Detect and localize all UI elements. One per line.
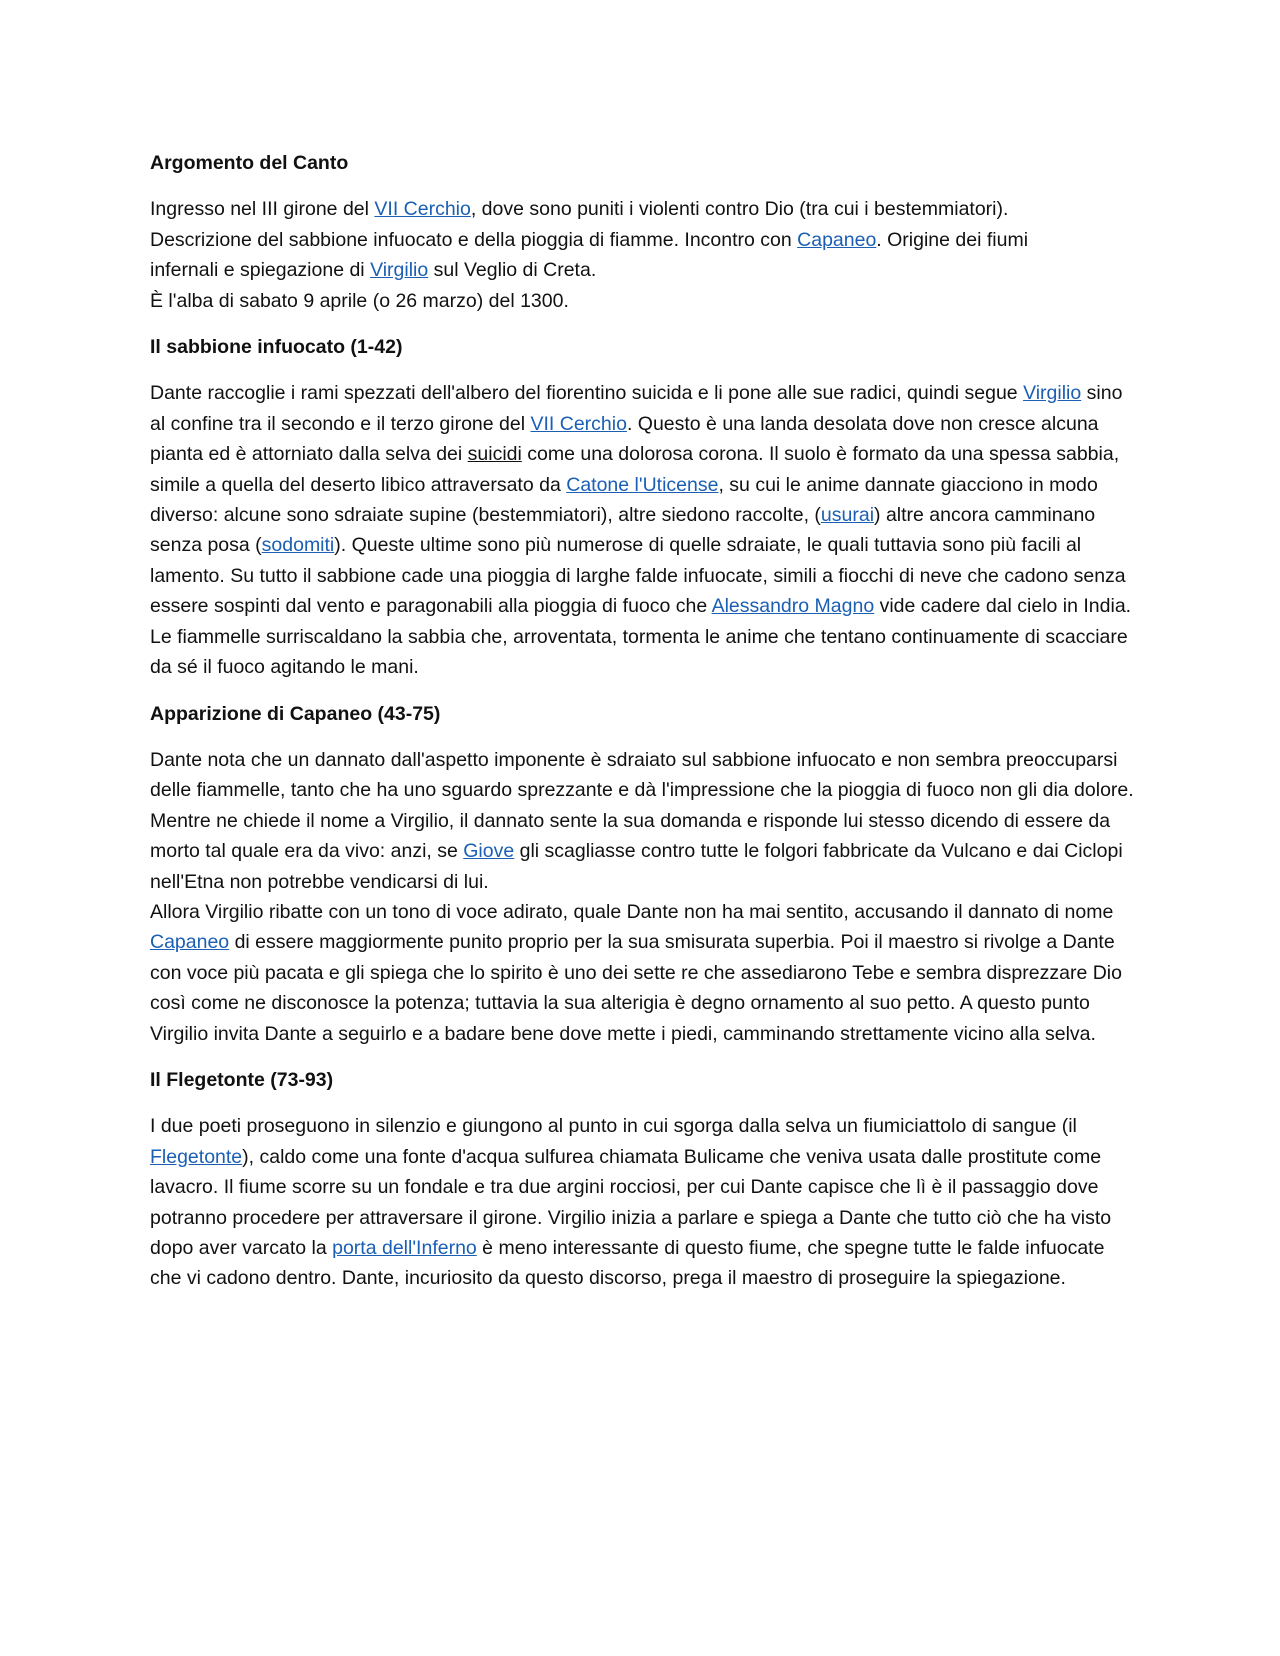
link-vii-cerchio[interactable]: VII Cerchio [374, 198, 471, 221]
text-run: è meno interessante di questo fiume, che spegne tutte le falde infuocate che vi cadono dentro. Dante, incuriosito da questo discorso, prega il maestro di proseguire la spiegazione. [150, 1237, 1105, 1290]
text-run: Dante raccoglie i rami spezzati dell'albero del fiorentino suicida e li pone alle sue radici, quindi segue [150, 382, 1024, 405]
text-run: infernali e spiegazione di [150, 259, 371, 282]
text-run: gli scagliasse contro tutte le folgori fabbricate da Vulcano e dai Ciclopi nell'Etna non potrebbe vendicarsi di lui. [150, 840, 1123, 893]
capaneo-part-2 [150, 897, 1140, 1049]
text-run: . Questo è una landa desolata dove non cresce alcuna pianta ed è attorniato dalla selva dei [150, 412, 1099, 466]
text-run: sino al confine tra il secondo e il terzo girone del [150, 382, 1123, 435]
section-heading-sabbione: Il sabbione infuocato (1-42) [150, 336, 403, 359]
text-run: I due poeti proseguono in silenzio e giungono al punto in cui sgorga dalla selva un fiumiciattolo di sangue (il [150, 1115, 1077, 1138]
text-run: ). Queste ultime sono più numerose di quelle sdraiate, le quali tuttavia sono più facili al lamento. Su tutto il sabbione cade una pioggia di larghe falde infuocate, simili a fiocchi di neve che cadono senza essere sospinti dal vento e paragonabili alla pioggia di fuoco che [150, 534, 1126, 618]
link-capaneo[interactable]: Capaneo [150, 931, 230, 954]
text-run: Descrizione del sabbione infuocato e della pioggia di fiamme. Incontro con [150, 228, 798, 251]
capaneo-part-1 [150, 745, 1140, 897]
link-catone-uticense[interactable]: Catone l'Uticense [566, 473, 719, 496]
section-heading-flegetonte: Il Flegetonte (73-93) [150, 1068, 334, 1091]
link-capaneo[interactable]: Capaneo [797, 228, 877, 251]
link-porta-inferno[interactable]: porta dell'Inferno [332, 1237, 477, 1259]
underlined-suicidi: suicidi [467, 443, 522, 466]
link-sodomiti[interactable]: sodomiti [261, 534, 335, 557]
section-heading-argomento: Argomento del Canto [150, 152, 349, 174]
text-run: sul Veglio di Creta. [428, 259, 597, 282]
link-usurai[interactable]: usurai [820, 504, 875, 527]
text-run: ), caldo come una fonte d'acqua sulfurea chiamata Bulicame che veniva usata dalle prostitute come lavacro. Il fiume scorre su un fondale e tra due argini rocciosi, per cui Dante capisce che lì è il passaggio dove potranno procedere per attraversare il girone. Virgilio inizia a parlare e spiega a Dante che tutto ciò che ha visto dopo aver varcato la [150, 1145, 1112, 1259]
text-run: Ingresso nel III girone del [150, 198, 375, 221]
section-heading-capaneo: Apparizione di Capaneo (43-75) [150, 702, 441, 725]
text-run: . Origine dei fiumi [876, 228, 1029, 251]
argomento-paragraph [150, 194, 1140, 316]
argomento-line-1 [150, 194, 1140, 224]
capaneo-paragraph [150, 745, 1140, 1049]
flegetonte-paragraph [150, 1111, 1140, 1293]
link-vii-cerchio[interactable]: VII Cerchio [530, 412, 627, 435]
sabbione-paragraph [150, 378, 1140, 682]
text-run: di essere maggiormente punito proprio per la sua smisurata superbia. Poi il maestro si rivolge a Dante con voce più pacata e gli spiega che lo spirito è uno dei sette re che assediarono Tebe e sembra disprezzare Dio così come ne disconosce la potenza; tuttavia la sua alterigia è degno ornamento al suo petto. A questo punto Virgilio invita Dante a seguirlo e a badare bene dove mette i piedi, camminando strettamente vicino alla selva. [150, 931, 1122, 1045]
text-run: vide cadere dal cielo in India. Le fiammelle surriscaldano la sabbia che, arroventata, tormenta le anime che tentano continuamente di scacciare da sé il fuoco agitando le mani. [150, 595, 1132, 679]
text-run: Allora Virgilio ribatte con un tono di voce adirato, quale Dante non ha mai sentito, accusando il dannato di nome [150, 900, 1114, 923]
document-page [150, 148, 1140, 1310]
text-run: , su cui le anime dannate giacciono in modo diverso: alcune sono sdraiate supine (bestemmiatori), altre siedono raccolte, ( [150, 473, 1098, 527]
argomento-line-2 [150, 225, 1140, 255]
argomento-line-3 [150, 255, 1140, 285]
text-run: Dante nota che un dannato dall'aspetto imponente è sdraiato sul sabbione infuocato e non sembra preoccuparsi delle fiammelle, tanto che ha uno sguardo sprezzante e dà l'impressione che la pioggia di fuoco non gli dia dolore. Mentre ne chiede il nome a Virgilio, il dannato sente la sua domanda e risponde lui stesso dicendo di essere da morto tal quale era da vivo: anzi, se [150, 748, 1134, 863]
text-run: ) altre ancora camminano senza posa ( [150, 504, 1096, 557]
link-virgilio[interactable]: Virgilio [370, 259, 429, 282]
link-giove[interactable]: Giove [463, 840, 515, 863]
link-virgilio[interactable]: Virgilio [1023, 382, 1082, 405]
text-run: , dove sono puniti i violenti contro Dio (tra cui i bestemmiatori). [470, 198, 1009, 221]
link-flegetonte[interactable]: Flegetonte [150, 1145, 243, 1168]
link-alessandro-magno[interactable]: Alessandro Magno [711, 595, 875, 618]
text-run: come una dolorosa corona. Il suolo è formato da una spessa sabbia, simile a quella del deserto libico attraversato da [150, 443, 1120, 496]
argomento-line-4: È l'alba di sabato 9 aprile (o 26 marzo) del 1300. [150, 289, 569, 312]
